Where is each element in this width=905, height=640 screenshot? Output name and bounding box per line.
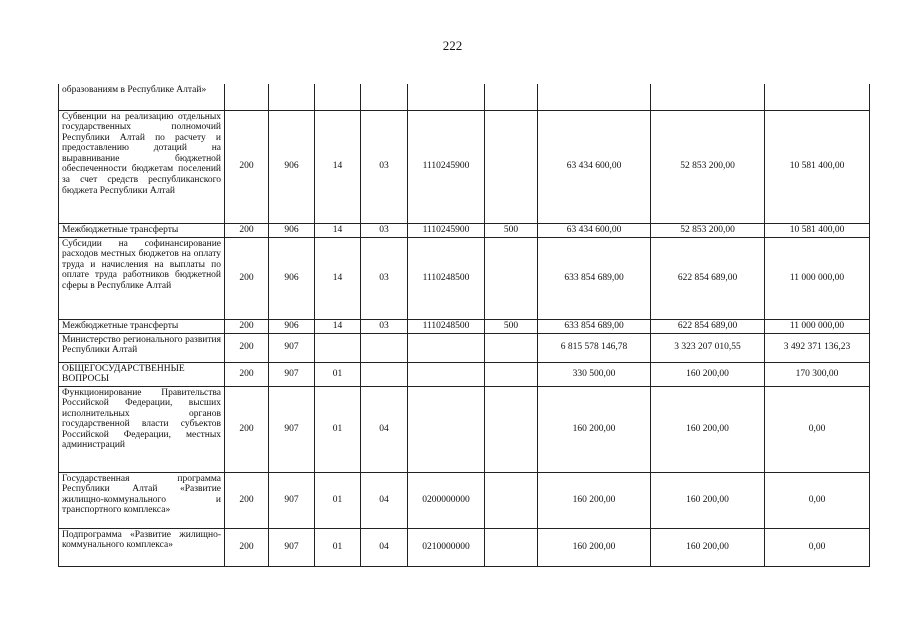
cell-kvsr: 907 <box>269 333 315 362</box>
cell-csr: 1110248500 <box>408 319 485 333</box>
cell-pr: 03 <box>361 319 408 333</box>
row-name: Государственная программа Республики Алтай «Развитие жилищно-коммунального и транспортного комплекса» <box>59 472 225 528</box>
cell-kvsr: 907 <box>269 362 315 386</box>
table-row <box>59 386 870 472</box>
cell-ppp <box>225 84 269 110</box>
budget-table <box>58 84 870 567</box>
table-row <box>59 472 870 528</box>
cell-ppp: 200 <box>225 362 269 386</box>
cell-rz: 01 <box>315 362 361 386</box>
table-row <box>59 333 870 362</box>
cell-sum-2: 3 323 207 010,55 <box>651 333 765 362</box>
table-row <box>59 110 870 223</box>
cell-ppp: 200 <box>225 333 269 362</box>
cell-pr: 03 <box>361 223 408 237</box>
cell-sum-3: 11 000 000,00 <box>765 319 870 333</box>
cell-vr <box>485 528 538 566</box>
cell-ppp: 200 <box>225 386 269 472</box>
cell-rz: 01 <box>315 472 361 528</box>
cell-vr: 500 <box>485 319 538 333</box>
cell-csr <box>408 333 485 362</box>
row-name: Межбюджетные трансферты <box>59 223 225 237</box>
cell-sum-3 <box>765 84 870 110</box>
cell-kvsr: 906 <box>269 110 315 223</box>
table-row <box>59 362 870 386</box>
cell-pr: 04 <box>361 386 408 472</box>
cell-sum-total: 633 854 689,00 <box>538 237 651 319</box>
cell-sum-2: 622 854 689,00 <box>651 319 765 333</box>
cell-sum-2 <box>651 84 765 110</box>
cell-sum-2: 160 200,00 <box>651 362 765 386</box>
row-name: Субсидии на софинансирование расходов местных бюджетов на оплату труда и начисления на выплаты по оплате труда работников бюджетной сферы в Республике Алтай <box>59 237 225 319</box>
cell-vr <box>485 333 538 362</box>
page-number: 222 <box>442 38 463 53</box>
cell-sum-2: 52 853 200,00 <box>651 110 765 223</box>
cell-csr: 1110248500 <box>408 237 485 319</box>
row-name: Межбюджетные трансферты <box>59 319 225 333</box>
cell-rz: 14 <box>315 237 361 319</box>
row-name: Функционирование Правительства Российской Федерации, высших исполнительных органов государственной власти субъектов Российской Федерации, местных администраций <box>59 386 225 472</box>
cell-pr: 04 <box>361 528 408 566</box>
cell-ppp: 200 <box>225 472 269 528</box>
cell-sum-3: 170 300,00 <box>765 362 870 386</box>
cell-sum-2: 160 200,00 <box>651 386 765 472</box>
cell-pr: 03 <box>361 110 408 223</box>
cell-sum-3: 10 581 400,00 <box>765 110 870 223</box>
cell-sum-3: 10 581 400,00 <box>765 223 870 237</box>
cell-kvsr: 907 <box>269 528 315 566</box>
cell-pr <box>361 362 408 386</box>
cell-sum-3: 0,00 <box>765 386 870 472</box>
cell-sum-3: 3 492 371 136,23 <box>765 333 870 362</box>
cell-sum-2: 160 200,00 <box>651 528 765 566</box>
cell-csr: 1110245900 <box>408 110 485 223</box>
cell-pr: 03 <box>361 237 408 319</box>
cell-csr: 1110245900 <box>408 223 485 237</box>
table-row <box>59 84 870 110</box>
row-name: Субвенции на реализацию отдельных государственных полномочий Республики Алтай по расчету и предоставлению дотаций на выравнивание бюджетной обеспеченности бюджетам поселений за счет средств республиканского бюджета Республики Алтай <box>59 110 225 223</box>
cell-rz: 01 <box>315 528 361 566</box>
table-row <box>59 223 870 237</box>
cell-csr: 0200000000 <box>408 472 485 528</box>
cell-csr <box>408 84 485 110</box>
cell-kvsr: 907 <box>269 386 315 472</box>
cell-pr <box>361 333 408 362</box>
cell-csr <box>408 362 485 386</box>
cell-vr <box>485 110 538 223</box>
cell-sum-total: 160 200,00 <box>538 472 651 528</box>
cell-vr <box>485 237 538 319</box>
cell-rz: 14 <box>315 223 361 237</box>
cell-vr <box>485 84 538 110</box>
cell-pr <box>361 84 408 110</box>
cell-vr <box>485 386 538 472</box>
cell-pr: 04 <box>361 472 408 528</box>
cell-sum-3: 0,00 <box>765 528 870 566</box>
cell-rz: 01 <box>315 386 361 472</box>
cell-ppp: 200 <box>225 528 269 566</box>
cell-ppp: 200 <box>225 237 269 319</box>
row-name: Подпрограмма «Развитие жилищно-коммунального комплекса» <box>59 528 225 566</box>
cell-rz <box>315 84 361 110</box>
cell-sum-total <box>538 84 651 110</box>
cell-rz: 14 <box>315 110 361 223</box>
cell-sum-total: 633 854 689,00 <box>538 319 651 333</box>
cell-sum-2: 52 853 200,00 <box>651 223 765 237</box>
row-name: ОБЩЕГОСУДАРСТВЕННЫЕ ВОПРОСЫ <box>59 362 225 386</box>
cell-csr <box>408 386 485 472</box>
cell-sum-total: 330 500,00 <box>538 362 651 386</box>
cell-sum-total: 63 434 600,00 <box>538 110 651 223</box>
table-row <box>59 528 870 566</box>
cell-sum-total: 160 200,00 <box>538 386 651 472</box>
cell-kvsr: 906 <box>269 223 315 237</box>
cell-sum-total: 6 815 578 146,78 <box>538 333 651 362</box>
cell-kvsr <box>269 84 315 110</box>
cell-sum-total: 63 434 600,00 <box>538 223 651 237</box>
cell-kvsr: 906 <box>269 237 315 319</box>
cell-kvsr: 907 <box>269 472 315 528</box>
cell-ppp: 200 <box>225 223 269 237</box>
cell-kvsr: 906 <box>269 319 315 333</box>
cell-ppp: 200 <box>225 319 269 333</box>
row-name: образованиям в Республике Алтай» <box>59 84 225 110</box>
cell-vr <box>485 472 538 528</box>
table-row <box>59 237 870 319</box>
cell-rz: 14 <box>315 319 361 333</box>
row-name: Министерство регионального развития Республики Алтай <box>59 333 225 362</box>
cell-vr: 500 <box>485 223 538 237</box>
cell-vr <box>485 362 538 386</box>
table-row <box>59 319 870 333</box>
cell-ppp: 200 <box>225 110 269 223</box>
cell-sum-3: 11 000 000,00 <box>765 237 870 319</box>
cell-csr: 0210000000 <box>408 528 485 566</box>
cell-sum-3: 0,00 <box>765 472 870 528</box>
cell-rz <box>315 333 361 362</box>
cell-sum-2: 160 200,00 <box>651 472 765 528</box>
cell-sum-total: 160 200,00 <box>538 528 651 566</box>
cell-sum-2: 622 854 689,00 <box>651 237 765 319</box>
